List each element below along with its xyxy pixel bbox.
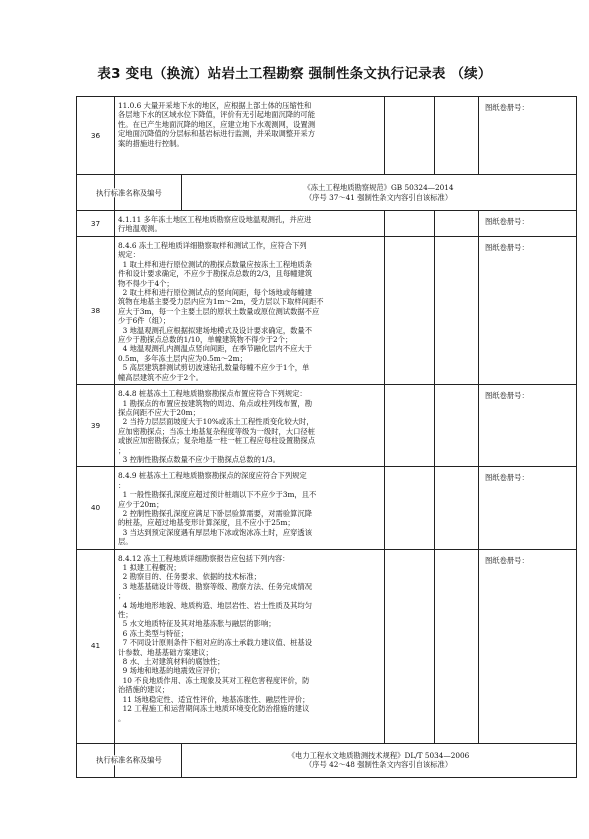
clause-line: 8 水、土对建筑材料的腐蚀性； <box>118 657 225 667</box>
standard-note: （序号 37～41 强制性条文内容引自该标准） <box>304 192 453 202</box>
clause-line: 性； <box>118 610 133 620</box>
clause-line: 应少于勘探点总数的1/10，单幢建筑物不得少于2个； <box>118 335 293 345</box>
drawing-volume-label: 图纸卷册号： <box>479 549 577 743</box>
clause-row <box>77 549 577 743</box>
clause-line: 5 水文地质特征及其对地基冻胀与融层的影响； <box>118 619 276 629</box>
clause-line: 件和设计要求确定，不应少于勘探点总数的2/3，且每幢建筑 <box>118 269 313 279</box>
standard-note: （序号 42～48 强制性条文内容引自该标准） <box>304 760 453 770</box>
clause-line: ； <box>118 445 126 455</box>
clause-line: ； <box>118 591 126 601</box>
clause-line: 8.4.9 桩基冻土工程地质勘察勘探点的深度应符合下列规定 <box>118 471 307 481</box>
clause-row <box>77 467 577 549</box>
row-number: 37 <box>77 211 115 237</box>
page-title: 表3 变电（换流）站岩土工程勘察 强制性条文执行记录表 （续） <box>97 66 492 82</box>
drawing-volume-label: 图纸卷册号： <box>479 237 577 385</box>
clause-line: 探点间距不应大于20m； <box>118 407 200 417</box>
standard-divider <box>181 174 182 211</box>
execution-cell <box>385 97 435 175</box>
clause-line: 8.4.8 桩基冻土工程地质勘察勘探点布置应符合下列规定： <box>118 389 307 399</box>
clause-line: 案的措施进行控制。 <box>118 138 184 148</box>
clause-line: ： <box>118 480 126 490</box>
clause-line: 1 取土样和进行原位测试的勘探点数量应按冻土工程地质条 <box>118 259 313 269</box>
clause-row <box>77 211 577 237</box>
standard-label <box>77 743 162 777</box>
clause-line: 规定： <box>118 250 140 260</box>
record-table <box>76 96 577 778</box>
check-cell <box>435 211 479 237</box>
clause-line: 各层地下水的区域水位下降值，评价有无引起地面沉降的可能 <box>118 110 316 120</box>
clause-line: 2 控制性勘探孔深度应满足下卧层验算需要，对需验算沉降 <box>118 508 313 518</box>
clause-row <box>77 385 577 467</box>
row-number: 36 <box>77 97 115 175</box>
standard-label <box>77 175 162 211</box>
clause-line: 4 场地地形地貌、地质构造、地层岩性、岩土性质及其均匀 <box>118 600 313 610</box>
standard-row <box>77 743 577 777</box>
clause-line: 应加密勘探点；当冻土地基复杂程度等级为一级时，大口径桩 <box>118 426 316 436</box>
clause-line: 5 高层建筑群测试剪切波速钻孔数量每幢不应少于1个，单 <box>118 363 310 373</box>
clause-line: 筑物在地基主要受力层内应为1m～2m，受力层以下取样间距不 <box>118 297 324 307</box>
standard-divider <box>181 743 182 778</box>
clause-line: 的桩基，应超过地基变形计算深度，且不应小于25m； <box>118 518 295 528</box>
clause-line: 11 场地稳定性、适宜性评价，地基冻胀性、融层性评价； <box>118 694 310 704</box>
clause-line: 1 拟建工程概况； <box>118 563 181 572</box>
clause-line: 3 地基基础设计等级、勘察等级、勘察方法、任务完成情况 <box>118 581 313 591</box>
drawing-volume-label: 图纸卷册号： <box>479 385 577 467</box>
execution-cell <box>385 237 435 385</box>
clause-line: 8.4.6 冻土工程地质详细勘察取样和测试工作，应符合下列 <box>118 241 307 250</box>
row-number: 38 <box>77 237 115 385</box>
execution-cell <box>385 467 435 549</box>
row-number: 39 <box>77 385 115 467</box>
standard-value <box>115 743 577 777</box>
clause-line: 行地温观测。 <box>118 224 162 234</box>
clause-line: 12 工程施工和运营期间冻土地质环境变化防治措施的建议 <box>118 704 310 714</box>
standard-name: 《电力工程水文地质勘测技术规程》DL/T 5034—2006 <box>287 750 470 760</box>
clause-line: 11.0.6 大量开采地下水的地区，应根据上部土体的压缩性和 <box>118 101 312 110</box>
clause-line: 3 地温观测孔应根据拟建场地模式及设计要求确定，数量不 <box>118 325 313 335</box>
standard-label-text: 执行标准名称及编号 <box>77 188 181 197</box>
clause-text <box>115 237 385 385</box>
check-cell <box>435 549 479 743</box>
clause-line: 层。 <box>118 537 133 547</box>
execution-cell <box>385 385 435 467</box>
standard-row <box>77 175 577 211</box>
clause-line: 应大于3m，每一个主要土层的原状土数量或原位测试数据不应 <box>118 306 320 316</box>
clause-line: 3 当达到预定深度遇有厚层地下冰或饱冰冻土时，应穿透该 <box>118 527 313 537</box>
drawing-volume-label: 图纸卷册号： <box>479 97 577 175</box>
clause-line: 2 当持力层层面坡度大于10%或冻土工程性质变化较大时， <box>118 417 314 427</box>
clause-line: 计参数、地基基础方案建议； <box>118 647 213 657</box>
clause-line: 7 不同设计原则条件下相对应的冻土承载力建议值、桩基设 <box>118 638 313 648</box>
check-cell <box>435 385 479 467</box>
standard-value <box>115 175 577 211</box>
clause-line: 治措施的建议； <box>118 685 170 695</box>
clause-line: 应少于20m； <box>118 499 164 509</box>
clause-text <box>115 549 385 743</box>
clause-text <box>115 97 385 175</box>
clause-line: 10 不良地质作用、冻土现象及其对工程危害程度评价，防 <box>118 675 310 685</box>
standard-label-text: 执行标准名称及编号 <box>77 755 181 764</box>
clause-line: 0.5m，多年冻土层内应为0.5m～2m； <box>118 353 247 363</box>
clause-text <box>115 211 385 237</box>
clause-line: 定地面沉降值的分层标和基岩标进行监测，并采取调整开采方 <box>118 129 316 139</box>
execution-cell <box>385 211 435 237</box>
clause-line: 3 控制性勘探点数量不应少于勘探点总数的1/3。 <box>118 454 280 464</box>
check-cell <box>435 467 479 549</box>
clause-line: 或嵌应加密勘探点；复杂地基一柱一桩工程应每柱设置勘探点 <box>118 436 316 446</box>
check-cell <box>435 237 479 385</box>
drawing-volume-label: 图纸卷册号： <box>479 211 577 237</box>
clause-line: 。 <box>118 713 126 723</box>
clause-line: 1 一般性勘探孔深度应超过预计桩端以下不应少于3m，且不 <box>118 490 317 500</box>
clause-row <box>77 237 577 385</box>
clause-line: 少于6件（组）； <box>118 316 171 326</box>
clause-line: 4.1.11 多年冻土地区工程地质勘察应设地温观测孔，并应进 <box>118 215 312 224</box>
clause-line: 8.4.12 冻土工程地质详细勘察报告应包括下列内容： <box>118 553 290 563</box>
row-number: 41 <box>77 549 115 743</box>
standard-name: 《冻土工程地质勘察规范》GB 50324—2014 <box>303 183 454 193</box>
clause-line: 物不得少于4个； <box>118 278 174 288</box>
clause-row <box>77 97 577 175</box>
check-cell <box>435 97 479 175</box>
clause-line: 4 地温观测孔内测温点竖向间距，在季节融化层内不应大于 <box>118 344 313 354</box>
clause-line: 9 场地和地基的地震效应评价； <box>118 666 225 676</box>
row-number: 40 <box>77 467 115 549</box>
execution-cell <box>385 549 435 743</box>
clause-text <box>115 385 385 467</box>
clause-text <box>115 467 385 549</box>
clause-line: 幢高层建筑不应少于2个。 <box>118 372 203 382</box>
clause-line: 6 冻土类型与特征； <box>118 628 188 638</box>
clause-line: 性。在已产生地面沉降的地区，应建立地下水观测网，设置测 <box>118 119 316 129</box>
clause-line: 1 勘探点的布置应按建筑物的周边、角点或柱列线布置，勘 <box>118 398 313 408</box>
clause-line: 2 勘察目的、任务要求、依据的技术标准； <box>118 572 261 582</box>
clause-line: 2 取土样和进行原位测试点的竖向间距，每个场地或每幢建 <box>118 288 313 298</box>
drawing-volume-label: 图纸卷册号： <box>479 467 577 549</box>
